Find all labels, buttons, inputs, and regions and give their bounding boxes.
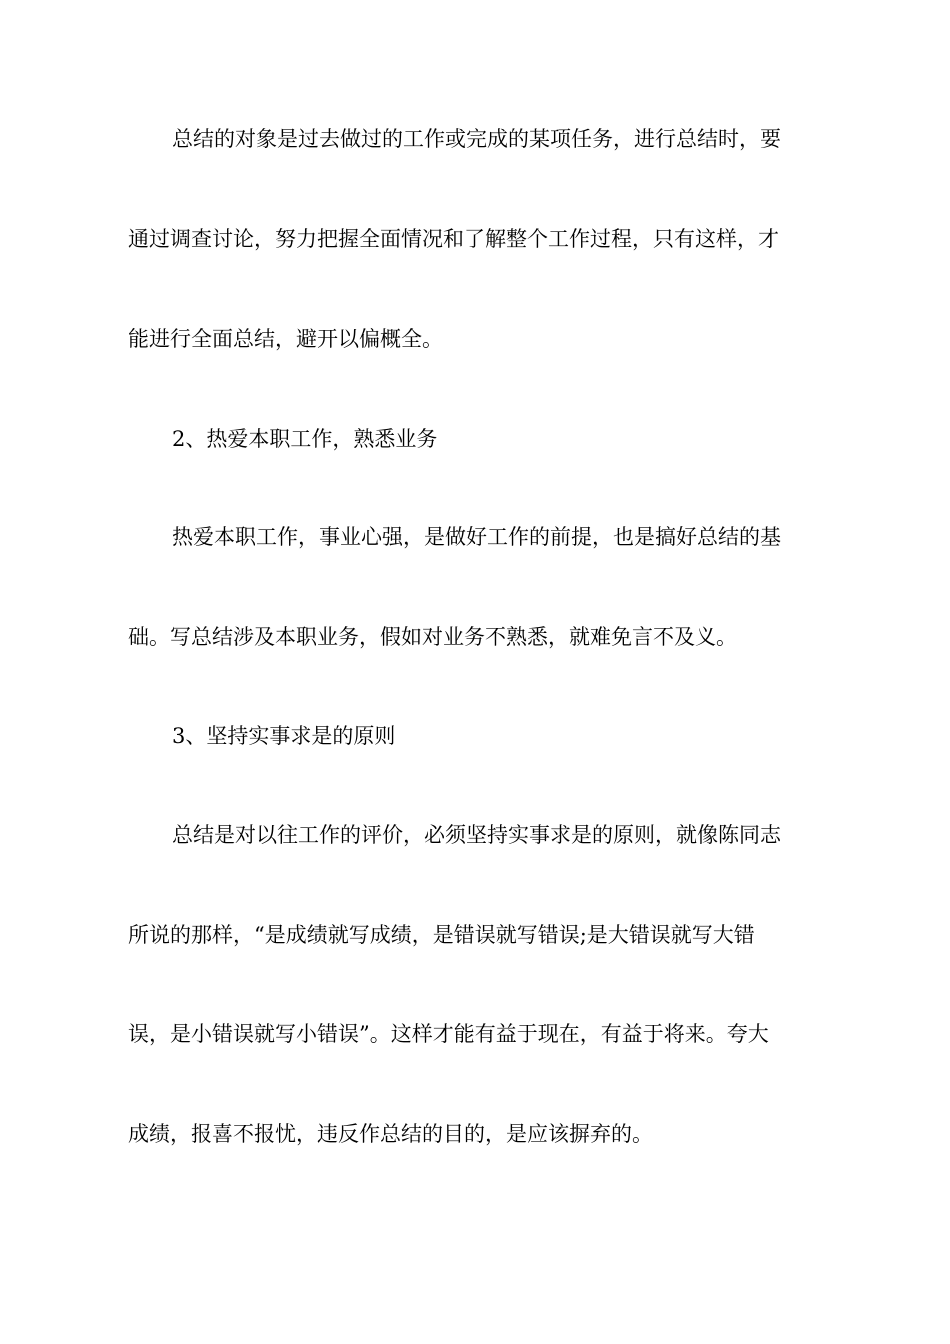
paragraph-1-line-1: 总结的对象是过去做过的工作或完成的某项任务，进行总结时，要	[172, 127, 781, 151]
paragraph-3-line-3: 误，是小错误就写小错误”。这样才能有益于现在，有益于将来。夸大	[128, 1022, 769, 1046]
section-heading-3: 3、坚持实事求是的原则	[172, 724, 396, 748]
paragraph-1-line-3: 能进行全面总结，避开以偏概全。	[128, 327, 443, 351]
paragraph-1-line-2: 通过调查讨论，努力把握全面情况和了解整个工作过程，只有这样，才	[128, 227, 779, 251]
paragraph-3-line-4: 成绩，报喜不报忧，违反作总结的目的，是应该摒弃的。	[128, 1122, 653, 1146]
paragraph-3-line-1: 总结是对以往工作的评价，必须坚持实事求是的原则，就像陈同志	[172, 823, 781, 847]
paragraph-3-line-2: 所说的那样，“是成绩就写成绩，是错误就写错误;是大错误就写大错	[128, 923, 755, 947]
paragraph-2-line-2: 础。写总结涉及本职业务，假如对业务不熟悉，就难免言不及义。	[128, 625, 737, 649]
section-heading-2: 2、热爱本职工作，熟悉业务	[172, 427, 438, 451]
paragraph-2-line-1: 热爱本职工作，事业心强，是做好工作的前提，也是搞好总结的基	[172, 525, 781, 549]
